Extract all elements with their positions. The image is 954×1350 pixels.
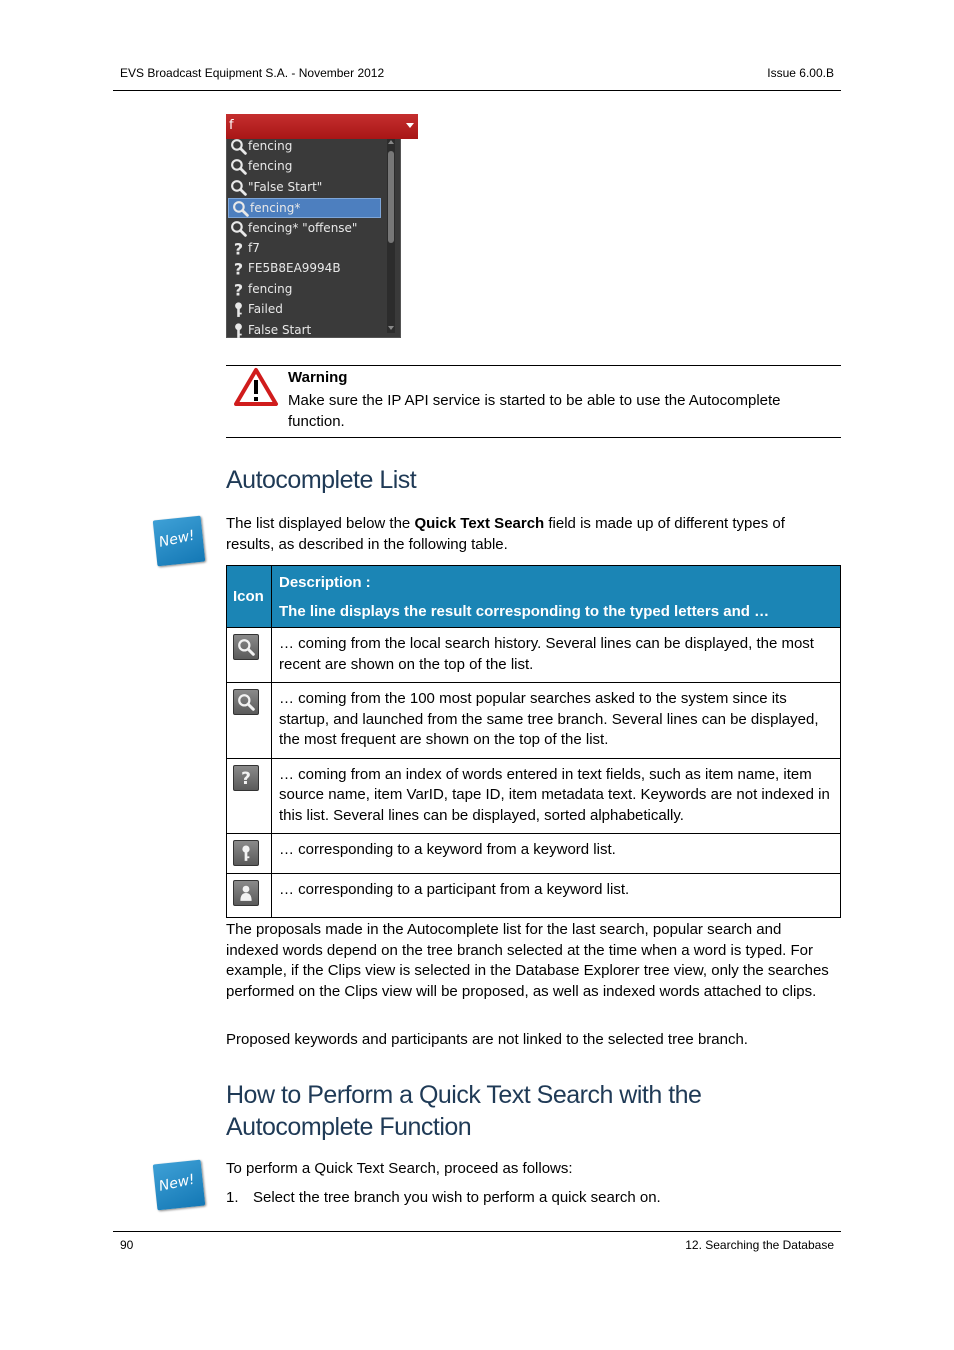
scroll-up-icon[interactable]: [388, 140, 394, 144]
svg-text:?: ?: [233, 240, 244, 257]
warning-title: Warning: [288, 369, 348, 386]
section2-intro: To perform a Quick Text Search, proceed as follows:: [226, 1160, 573, 1177]
question-icon: [230, 281, 246, 299]
section-title-line1: How to Perform a Quick Text Search with the: [226, 1081, 702, 1109]
scrollbar-thumb[interactable]: [388, 151, 394, 243]
magnifier-icon: [230, 179, 246, 197]
magnifier-icon: [230, 220, 246, 238]
autocomplete-item-label: fencing*: [250, 201, 301, 216]
magnifier-icon: [232, 200, 248, 218]
autocomplete-item[interactable]: [227, 300, 382, 320]
section-title-autocomplete-list: Autocomplete List: [226, 466, 417, 494]
header-desc-line2: The line displays the result corresponding to the typed letters and …: [279, 602, 770, 620]
table-cell-description: … coming from the 100 most popular searches asked to the system since its startup, and launched from the same tree branch. Several lines can be displayed, the most frequent are shown on the top of the list.: [272, 683, 841, 759]
question-icon: [230, 260, 246, 278]
section1-intro: [226, 514, 826, 555]
autocomplete-list[interactable]: [226, 114, 401, 338]
person-icon: [233, 880, 259, 906]
intro-text: The list displayed below the: [226, 515, 415, 532]
new-badge-label: New!: [157, 527, 197, 551]
step-number: 1.: [226, 1189, 239, 1206]
table-cell-description: … coming from an index of words entered in text fields, such as item name, item source name, item VarID, tape ID, item metadata text. Keywords are not indexed in this list. Several lines can be displayed, sorted alphabetically.: [272, 758, 841, 834]
magnifier-icon: [230, 158, 246, 176]
warning-top-rule: [226, 365, 841, 366]
key-icon: [233, 840, 259, 866]
question-icon: [230, 240, 246, 258]
svg-text:?: ?: [233, 260, 244, 278]
autocomplete-item-label: fencing: [248, 281, 293, 296]
magnifier-icon: [230, 138, 246, 156]
section-title-line2: Autocomplete Function: [226, 1113, 472, 1141]
autocomplete-item-label: f7: [248, 241, 260, 255]
warning-text: Make sure the IP API service is started to be able to use the Autocomplete function.: [288, 392, 781, 430]
header-rule: [113, 90, 841, 91]
autocomplete-item-label: FE5B8EA9994B: [248, 261, 341, 276]
table-cell-description: … coming from the local search history. Several lines can be displayed, the most recent are shown on the top of the list.: [272, 628, 841, 683]
new-badge-label: New!: [157, 1171, 197, 1195]
header-desc-line1: Description :: [279, 573, 371, 591]
scroll-down-icon[interactable]: [388, 326, 394, 330]
question-icon: [233, 765, 259, 791]
autocomplete-item-label: fencing: [248, 159, 293, 174]
autocomplete-item-label: fencing: [248, 139, 293, 153]
table-row: [227, 874, 841, 918]
table-row: [227, 758, 841, 834]
autocomplete-item[interactable]: [227, 239, 382, 259]
autocomplete-item[interactable]: [227, 219, 382, 239]
table-cell-icon: [227, 874, 272, 918]
search-input[interactable]: [226, 114, 418, 139]
autocomplete-item-label: False Start: [248, 322, 312, 337]
chevron-down-icon[interactable]: [406, 123, 414, 128]
table-cell-description: … corresponding to a keyword from a keyword list.: [272, 834, 841, 874]
autocomplete-item[interactable]: [228, 198, 381, 218]
search-input-value: f: [229, 118, 234, 133]
intro-bold: Quick Text Search: [414, 515, 545, 532]
magnifier-icon: [233, 634, 259, 660]
table-cell-icon: [227, 834, 272, 874]
warning-bottom-rule: [226, 437, 841, 438]
warning-icon: [233, 367, 279, 407]
autocomplete-item[interactable]: [227, 137, 382, 157]
table-header-description: [272, 566, 841, 628]
svg-text:?: ?: [241, 768, 251, 787]
autocomplete-item[interactable]: [227, 259, 382, 279]
table-cell-icon: [227, 628, 272, 683]
autocomplete-item[interactable]: [227, 321, 382, 341]
step-text: Select the tree branch you wish to perform a quick search on.: [253, 1189, 661, 1206]
autocomplete-item-label: Failed: [248, 302, 283, 317]
new-badge: [153, 1160, 206, 1211]
table-cell-icon: [227, 758, 272, 834]
footer-chapter: 12. Searching the Database: [685, 1238, 834, 1252]
paragraph-proposals: The proposals made in the Autocomplete list for the last search, popular search and indexed words depend on the tree branch selected at the time when a word is typed. For example, if the Clips view is selected in the Database Explorer tree view, only the searches performed on the Clips view will be proposed, as well as indexed words attached to clips.: [226, 921, 829, 1000]
svg-text:?: ?: [233, 280, 244, 298]
header-left: EVS Broadcast Equipment S.A. - November 2012: [120, 66, 385, 80]
key-icon: [230, 301, 246, 319]
table-cell-description: … corresponding to a participant from a keyword list.: [272, 874, 841, 918]
table-cell-icon: [227, 683, 272, 759]
table-row: [227, 628, 841, 683]
autocomplete-item-label: fencing* "offense": [248, 220, 358, 235]
new-badge: [153, 516, 206, 567]
table-header-icon: Icon: [227, 566, 272, 628]
paragraph-keywords: Proposed keywords and participants are not linked to the selected tree branch.: [226, 1031, 748, 1048]
table-row: [227, 683, 841, 759]
results-type-table: [226, 565, 841, 918]
footer-rule: [113, 1231, 841, 1232]
autocomplete-item-label: "False Start": [248, 179, 323, 194]
autocomplete-item[interactable]: [227, 178, 382, 198]
section-title-how-to: [226, 1079, 701, 1143]
magnifier-icon: [233, 689, 259, 715]
intro-text-rest: field is made up of different types of results, as described in the following table.: [226, 515, 785, 553]
autocomplete-item[interactable]: [227, 157, 382, 177]
scrollbar[interactable]: [387, 137, 395, 333]
header-right: Issue 6.00.B: [767, 66, 834, 80]
key-icon: [230, 322, 246, 340]
table-row: [227, 834, 841, 874]
page-number: 90: [120, 1238, 134, 1252]
autocomplete-item[interactable]: [227, 280, 382, 300]
